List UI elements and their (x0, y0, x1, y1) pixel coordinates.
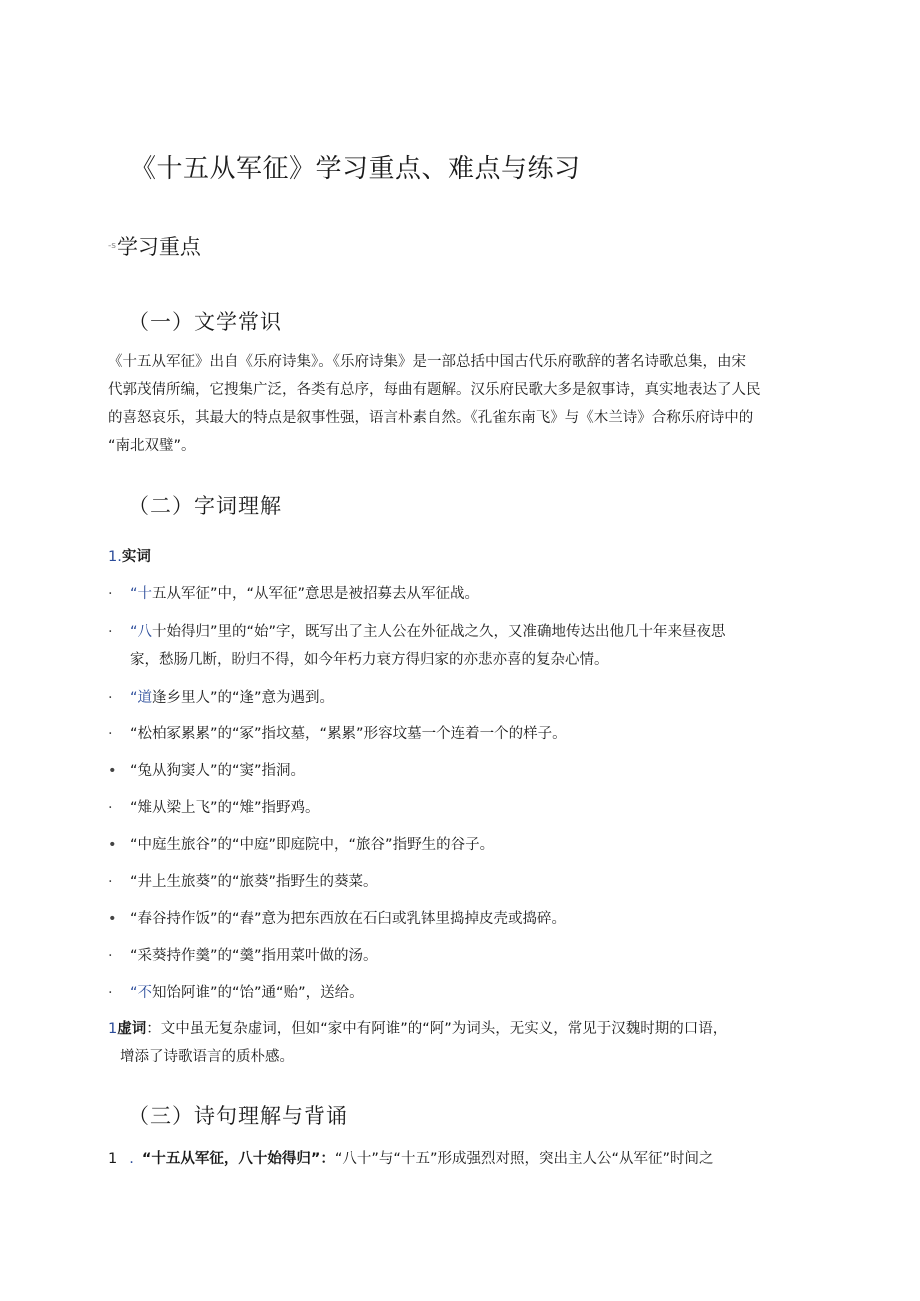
paragraph-line: 《十五从军征》出自《乐府诗集》。《乐府诗集》是一部总括中国古代乐府歌辞的著名诗歌总集，由宋 (108, 354, 746, 370)
section-title-poem-understanding: （三）诗句理解与背诵 (128, 1104, 348, 1128)
bullet-icon: • (108, 911, 117, 927)
bullet-icon: · (108, 985, 113, 1001)
bullet-icon: · (108, 586, 113, 602)
function-words-paragraph: 1虚词：文中虽无复杂虚词，但如“家中有阿谁”的“阿”为词头，无实义，常见于汉魏时期的口语， 增添了诗歌语言的质朴感。 (108, 1015, 818, 1071)
section-title-literary-knowledge: （一）文学常识 (128, 310, 282, 334)
subheading-label: 虚词 (117, 1021, 147, 1037)
list-item: · “不知饴阿谁”的“饴”通“贻”，送给。 (108, 979, 808, 1007)
list-item: · “松柏冢累累”的“冢”指坟墓，“累累”形容坟墓一个连着一个的样子。 (108, 720, 808, 748)
list-item: · “采葵持作羹”的“羹”指用菜叶做的汤。 (108, 942, 808, 970)
list-item: · “雉从梁上飞”的“雉”指野鸡。 (108, 794, 808, 822)
bullet-icon: • (108, 837, 117, 853)
list-item: · “道逢乡里人”的“逢”意为遇到。 (108, 684, 808, 712)
bullet-icon: · (108, 624, 113, 640)
heading-prefix-mark: -s (108, 241, 116, 251)
list-item: • “春谷持作饭”的“舂”意为把东西放在石臼或乳钵里捣掉皮壳或捣碎。 (108, 905, 808, 933)
paragraph-line: 代郭茂倩所编，它搜集广泛，各类有总序，每曲有题解。汉乐府民歌大多是叙事诗，真实地表达了人民 (108, 382, 761, 398)
poem-explanation: “八十”与“十五”形成强烈对照，突出主人公“从军征”时间之 (334, 1151, 714, 1167)
section-title-word-understanding: （二）字词理解 (128, 494, 282, 518)
item-dot: . (129, 1151, 134, 1167)
poem-line-item (108, 1145, 828, 1173)
poem-quote: “十五从军征，八十始得归”： (141, 1151, 335, 1167)
list-item: • “中庭生旅谷”的“中庭”即庭院中，“旅谷”指野生的谷子。 (108, 831, 808, 859)
literary-knowledge-paragraph (108, 348, 808, 460)
subheading-content-words (108, 545, 151, 566)
list-item: · “井上生旅葵”的“旅葵”指野生的葵菜。 (108, 868, 808, 896)
subheading-label: 实词 (121, 549, 151, 565)
bullet-icon: · (108, 800, 113, 816)
heading-learning-focus (108, 231, 201, 261)
page-title: 《十五从军征》学习重点、难点与练习 (130, 154, 581, 184)
list-item-continuation: 家，愁肠几断，盼归不得，如今年朽力衰方得归家的亦悲亦喜的复杂心情。 (130, 652, 609, 668)
subheading-number: 1 (108, 1021, 118, 1037)
list-item: • “兔从狗窦人”的“窦”指洞。 (108, 757, 808, 785)
bullet-icon: • (108, 763, 117, 779)
item-number: 1 (108, 1151, 118, 1167)
list-item: · “八十始得归”里的“始”字，既写出了主人公在外征战之久，又准确地传达出他几十年来昼夜思 家，愁肠几断，盼归不得，如今年朽力衰方得归家的亦悲亦喜的复杂心情。 (108, 618, 808, 674)
bullet-icon: · (108, 948, 113, 964)
list-item: · “十五从军征”中，“从军征”意思是被招募去从军征战。 (108, 580, 808, 608)
subheading-number: 1. (108, 549, 122, 565)
bullet-icon: · (108, 874, 113, 890)
paragraph-line: “南北双璧”。 (108, 438, 196, 454)
paragraph-line: 的喜怒哀乐，其最大的特点是叙事性强，语言朴素自然。《孔雀东南飞》与《木兰诗》合称乐府诗中的 (108, 410, 754, 426)
bullet-icon: · (108, 726, 113, 742)
bullet-icon: · (108, 690, 113, 706)
paragraph-continuation: 增添了诗歌语言的质朴感。 (120, 1049, 294, 1065)
heading-text: 学习重点 (116, 235, 201, 259)
